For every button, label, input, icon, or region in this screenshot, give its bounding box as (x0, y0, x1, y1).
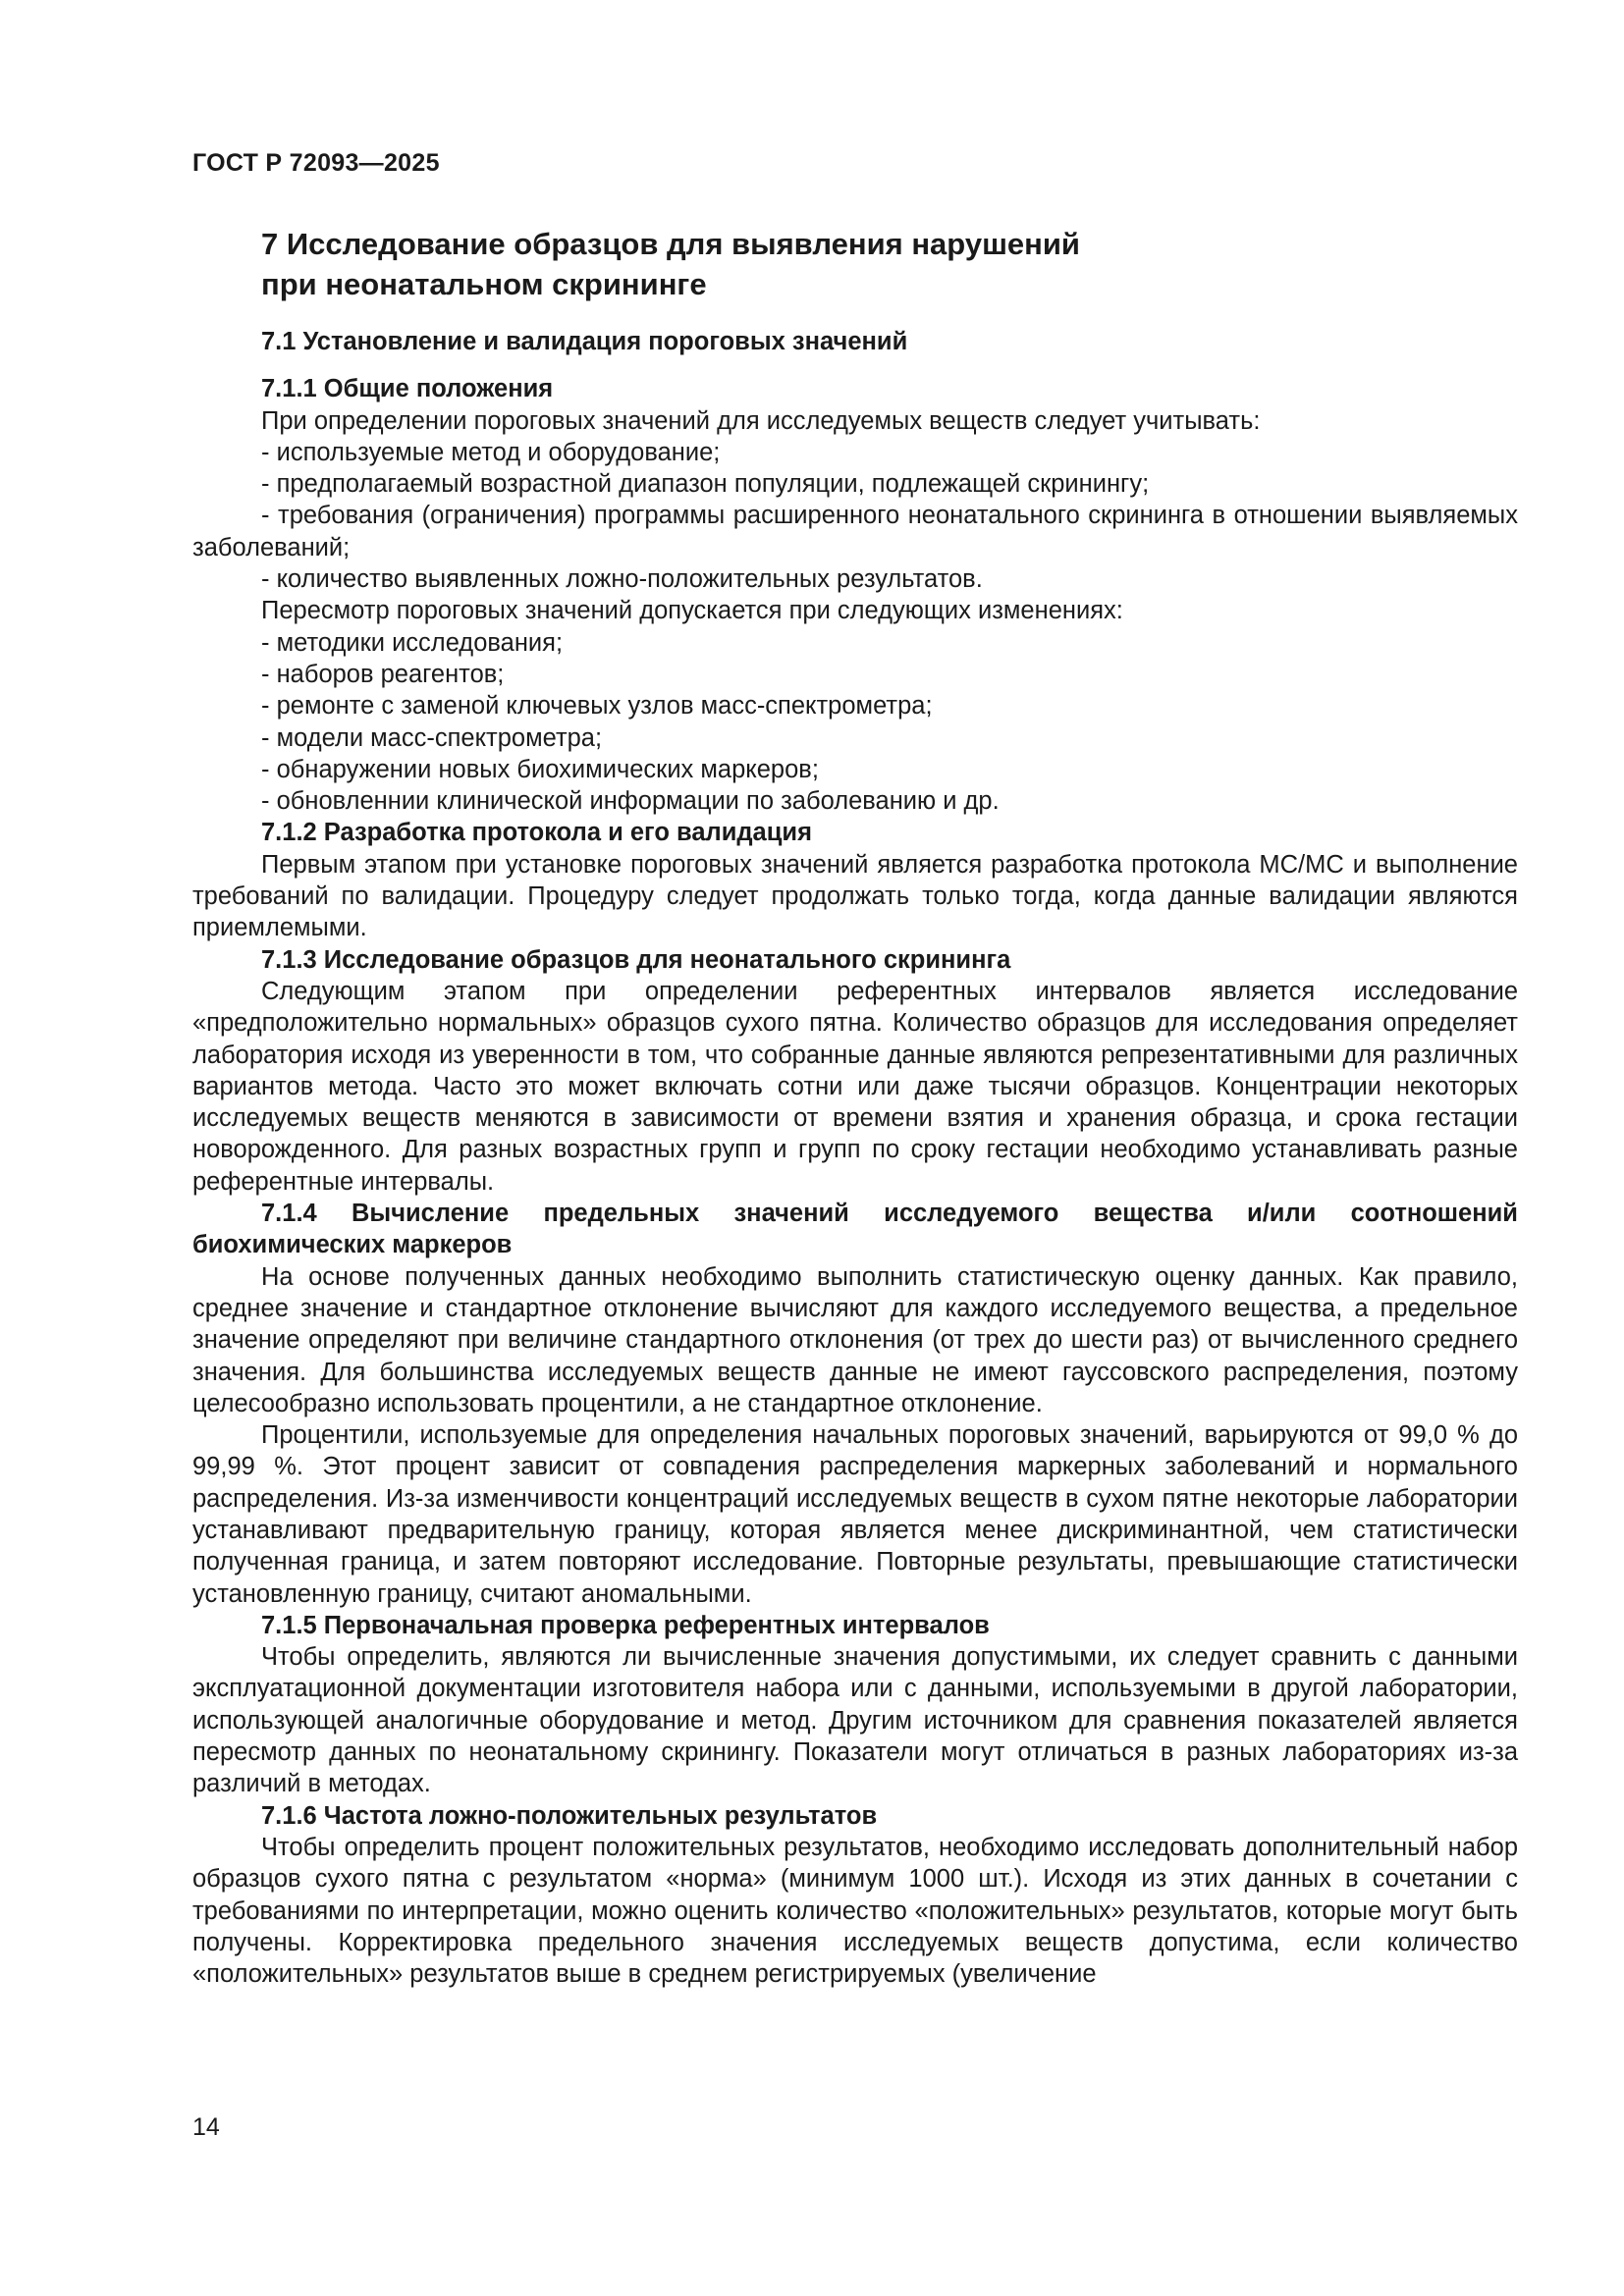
section-title-line-1: 7 Исследование образцов для выявления нарушений (261, 227, 1080, 261)
list-item: - предполагаемый возрастной диапазон популяции, подлежащей скринингу; (261, 470, 1150, 499)
clause-7-1-1-intro: При определении пороговых значений для исследуемых веществ следует учитывать: (261, 406, 1261, 435)
clause-7-1-1-title: 7.1.1 Общие положения (261, 375, 554, 403)
list-item: - обновленнии клинической информации по заболеванию и др. (261, 787, 1000, 816)
clause-7-1-4-title: 7.1.4 Вычисление предельных значений исследуемого вещества и/или соотношений биохимических маркеров (192, 1200, 1518, 1259)
clause-7-1-3-text: Следующим этапом при определении референтных интервалов является исследование «предположительно нормальных» образцов сухого пятна. Количество образцов для исследования определяет лаборатория исходя из уверенности в том, что собранные данные являются репрезентативными для различных вариантов метода. Часто это может включать сотни или даже тысячи образцов. Концентрации некоторых исследуемых веществ меняются в зависимости от времени взятия и хранения образца, и срока гестации новорожденного. Для разных возрастных групп и групп по сроку гестации необходимо устанавливать разные референтные интервалы. (192, 977, 1518, 1196)
clause-7-1-1-intro-2: Пересмотр пороговых значений допускается при следующих изменениях: (261, 597, 1123, 625)
list-item: - количество выявленных ложно-положительных результатов. (261, 565, 983, 594)
section-title (261, 224, 1518, 304)
clause-7-1-5-title: 7.1.5 Первоначальная проверка референтных интервалов (261, 1611, 990, 1639)
list-item: - методики исследования; (261, 628, 564, 657)
list-item: - наборов реагентов; (261, 660, 505, 688)
list-item: - обнаружении новых биохимических маркеров; (261, 755, 819, 783)
clause-7-1-6-title: 7.1.6 Частота ложно-положительных результатов (261, 1801, 878, 1830)
clause-7-1-4-text-2: Процентили, используемые для определения начальных пороговых значений, варьируются от 99,0 % до 99,99 %. Этот процент зависит от совпадения распределения маркерных заболеваний и нормального распределения. Из-за изменчивости концентраций исследуемых веществ в сухом пятне некоторые лаборатории устанавливают предварительную границу, которая является менее дискриминантной, чем статистически полученная граница, и затем повторяют исследование. Повторные результаты, превышающие статистически установленную границу, считают аномальными. (192, 1421, 1518, 1608)
page-number: 14 (192, 2113, 220, 2141)
clause-7-1-2-title: 7.1.2 Разработка протокола и его валидация (261, 819, 812, 847)
list-item: - используемые метод и оборудование; (261, 438, 721, 466)
list-item: - ремонте с заменой ключевых узлов масс-спектрометра; (261, 692, 933, 721)
clause-7-1-3-title: 7.1.3 Исследование образцов для неонатального скрининга (261, 945, 1011, 974)
page-content (192, 224, 1518, 1990)
clause-7-1-4-text-1: На основе полученных данных необходимо выполнить статистическую оценку данных. Как правило, среднее значение и стандартное отклонение вычисляют для каждого исследуемого вещества, а предельное значение определяют при величине стандартного отклонения (от трех до шести раз) от вычисленного среднего значения. Для большинства исследуемых веществ данные не имеют гауссовского распределения, поэтому целесообразно использовать процентили, а не стандартное отклонение. (192, 1262, 1518, 1417)
standard-header: ГОСТ Р 72093—2025 (192, 149, 440, 177)
clause-7-1-6-text: Чтобы определить процент положительных результатов, необходимо исследовать дополнительный набор образцов сухого пятна с результатом «норма» (минимум 1000 шт.). Исходя из этих данных в сочетании с требованиями по интерпретации, можно оценить количество «положительных» результатов, которые могут быть получены. Корректировка предельного значения исследуемых веществ допустима, если количество «положительных» результатов выше в среднем регистрируемых (увеличение (192, 1833, 1518, 1989)
list-item: - требования (ограничения) программы расширенного неонатального скрининга в отношении выявляемых заболеваний; (192, 502, 1518, 561)
section-title-line-2: при неонатальном скрининге (261, 267, 707, 301)
list-item: - модели масс-спектрометра; (261, 723, 603, 752)
subsection-7-1-title: 7.1 Установление и валидация пороговых значений (261, 328, 908, 355)
clause-7-1-5-text: Чтобы определить, являются ли вычисленные значения допустимыми, их следует сравнить с данными эксплуатационной документации изготовителя набора или с данными, используемыми в другой лаборатории, использующей аналогичные оборудование и метод. Другим источником для сравнения показателей является пересмотр данных по неонатальному скринингу. Показатели могут отличаться в разных лабораториях из-за различий в методах. (192, 1643, 1518, 1798)
clause-7-1-2-text: Первым этапом при установке пороговых значений является разработка протокола МС/МС и выполнение требований по валидации. Процедуру следует продолжать только тогда, когда данные валидации являются приемлемыми. (192, 850, 1518, 942)
